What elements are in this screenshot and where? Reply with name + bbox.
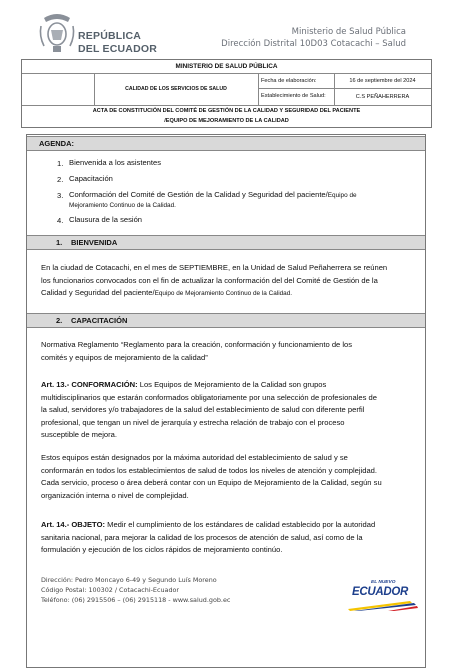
quality-services-label: CALIDAD DE LOS SERVICIOS DE SALUD — [125, 86, 227, 92]
footer-phone: Teléfono: (06) 2915506 – (06) 2915118 - www.salud.gob.ec — [41, 596, 231, 604]
section-title: CAPACITACIÓN — [71, 316, 128, 325]
coat-of-arms-icon — [38, 12, 76, 56]
date-value: 16 de septiembre del 2024 — [349, 77, 416, 84]
article-13-paragraph: Art. 13.- CONFORMACIÓN: Los Equipos de Mejoramiento de la Calidad son grupos multidisciplinarios que estarán conformados obligatoriamente por una selección de profesionales de la salud, servidores y/o trabajadores de la salud del establecimiento de salud con diferente perfil profesional, que tengan un nivel de jerarquía y estrecha relación de trabajo con el proceso susceptible de mejora. — [41, 380, 378, 440]
section-title: BIENVENIDA — [71, 238, 118, 247]
teams-paragraph: Estos equipos están designados por la máxima autoridad del establecimiento de salud y se conformarán en todos los establecimientos de salud de todos los niveles de atención y complejidad. Cada servicio, proceso o área deberá contar con un Equipo de Mejoramiento de la Calidad, según su organización interna o nivel de complejidad. — [41, 453, 382, 500]
agenda-header — [27, 136, 425, 151]
establishment-value: C.S PEÑAHERRERA — [355, 93, 410, 100]
establishment-label: Establecimiento de Salud: — [261, 93, 326, 99]
section-number: 2. — [56, 316, 63, 325]
article-14-label: Art. 14.- OBJETO: — [41, 520, 105, 529]
date-label: Fecha de elaboración: — [261, 77, 317, 84]
document-info-table — [21, 59, 432, 128]
act-title-line1: ACTA DE CONSTITUCIÓN DEL COMITÉ DE GESTIÓN DE LA CALIDAD Y SEGURIDAD DEL PACIENTE — [92, 107, 361, 114]
flag-stripes-icon — [348, 599, 418, 611]
welcome-section-header — [27, 235, 425, 250]
act-title-line2: /EQUIPO DE MEJORAMIENTO DE LA CALIDAD — [164, 117, 289, 124]
article-14-paragraph: Art. 14.- OBJETO: Medir el cumplimiento de los estándares de calidad establecido por la autoridad sanitaria nacional, para mejorar la calidad de los procesos de atención de salud, así como de la formulación y ejecución de los ciclos rápidos de mejoramiento continúo. — [41, 520, 376, 555]
footer-postal: Código Postal: 100302 / Cotacachi-Ecuador — [41, 586, 180, 594]
article-13-label: Art. 13.- CONFORMACIÓN: — [41, 380, 138, 389]
footer-address: Dirección: Pedro Moncayo 6-49 y Segundo Luís Moreno — [41, 576, 217, 584]
regulation-paragraph: Normativa Reglamento “Reglamento para la creación, conformación y funcionamiento de los comités y equipos de mejoramiento de la calidad” — [41, 340, 353, 362]
el-nuevo-ecuador-logo: EL NUEVO ECUADOR — [348, 580, 418, 616]
country-name-line2: DEL ECUADOR — [78, 43, 158, 55]
district-name: Dirección Distrital 10D03 Cotacachi – Salud — [221, 39, 406, 49]
ministry-title: MINISTERIO DE SALUD PÚBLICA — [175, 63, 278, 70]
agenda-title: AGENDA: — [39, 139, 74, 148]
ministry-name: Ministerio de Salud Pública — [291, 27, 406, 37]
republic-logo — [38, 12, 166, 56]
welcome-paragraph: En la ciudad de Cotacachi, en el mes de SEPTIEMBRE, en la Unidad de Salud Peñaherrera se reúnen los funcionarios convocados con el fin de actualizar la conformación del del Comité de Gestión de la Calidad y Seguridad del paciente/Equipo de Mejoramiento Continuo de la Calidad. — [41, 263, 388, 298]
section-number: 1. — [56, 238, 63, 247]
country-name-line1: REPÚBLICA — [78, 30, 142, 42]
training-section-header — [27, 313, 425, 328]
